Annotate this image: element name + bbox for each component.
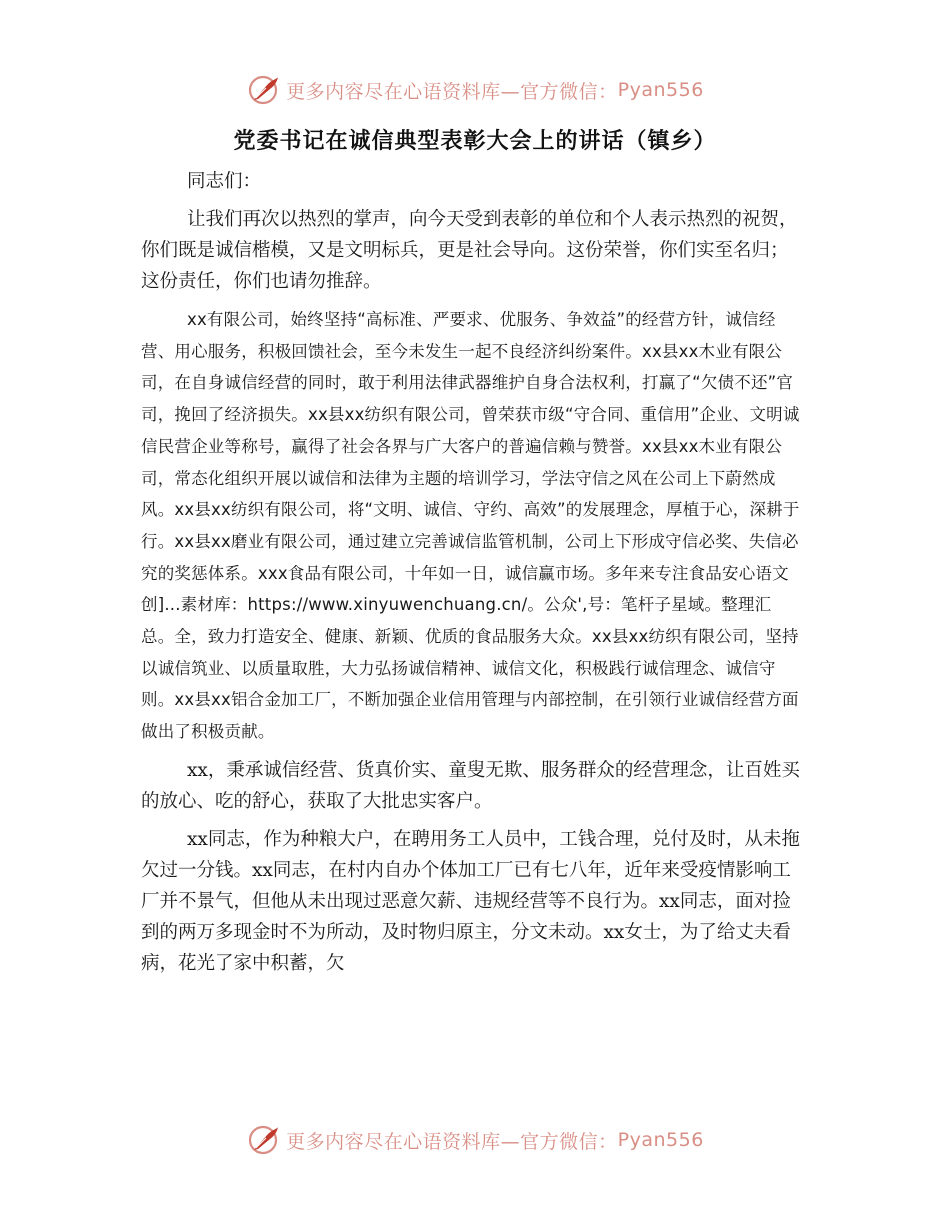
document-title: 党委书记在诚信典型表彰大会上的讲话（镇乡）	[233, 128, 717, 154]
watermark-footer	[0, 1122, 950, 1158]
paragraph-2: xx有限公司，始终坚持“高标准、严要求、优服务、争效益”的经营方针，诚信经营、用心服务，积极回馈社会，至今未发生一起不良经济纠纷案件。xx县xx木业有限公司，在自身诚信经营的同时，敢于利用法律武器维护自身合法权利，打赢了“欠债不还”官司，挽回了经济损失。xx县xx纺织有限公司，曾荣获市级“守合同、重信用”企业、文明诚信民营企业等称号，赢得了社会各界与广大客户的普遍信赖与赞誉。xx县xx木业有限公司，常态化组织开展以诚信和法律为主题的培训学习，学法守信之风在公司上下蔚然成风。xx县xx纺织有限公司，将“文明、诚信、守约、高效”的发展理念，厚植于心，深耕于行。xx县xx磨业有限公司，通过建立完善诚信监管机制，公司上下形成守信必奖、失信必究的奖惩体系。xxx食品有限公司，十年如一日，诚信赢市场。多年来专注食品安心语文创]...素材库：https://www.xinyuwenchuang.cn/。公众',号：笔杆子星域。整理汇总。全，致力打造安全、健康、新颖、优质的食品服务大众。xx县xx纺织有限公司，坚持以诚信筑业、以质量取胜，大力弘扬诚信精神、诚信文化，积极践行诚信理念、诚信守则。xx县xx铝合金加工厂，不断加强企业信用管理与内部控制，在引领行业诚信经营方面做出了积极贡献。	[141, 310, 800, 742]
feather-pen-logo-icon	[246, 1122, 282, 1158]
salutation: 同志们：	[187, 171, 262, 192]
feather-pen-logo-icon	[246, 72, 282, 108]
watermark-text: 更多内容尽在心语资料库—官方微信：	[286, 80, 618, 103]
paragraph-4: xx同志，作为种粮大户，在聘用务工人员中，工钱合理，兑付及时，从未拖欠过一分钱。xx同志，在村内自办个体加工厂已有七八年，近年来受疫情影响工厂并不景气，但他从未出现过恶意欠薪、违规经营等不良行为。xx同志，面对捡到的两万多现金时不为所动，及时物归原主，分文未动。xx女士，为了给丈夫看病，花光了家中积蓄，欠	[141, 828, 800, 974]
watermark-wechat-id: Pyan556	[617, 1129, 704, 1151]
watermark-wechat-id: Pyan556	[617, 79, 704, 101]
paragraph-1: 让我们再次以热烈的掌声，向今天受到表彰的单位和个人表示热烈的祝贺，你们既是诚信楷模，又是文明标兵，更是社会导向。这份荣誉，你们实至名归；这份责任，你们也请勿推辞。	[141, 209, 798, 292]
watermark-header	[0, 72, 950, 108]
paragraph-3: xx，秉承诚信经营、货真价实、童叟无欺、服务群众的经营理念，让百姓买的放心、吃的舒心，获取了大批忠实客户。	[141, 759, 800, 812]
document-body	[141, 166, 803, 979]
watermark-text: 更多内容尽在心语资料库—官方微信：	[286, 1130, 618, 1153]
